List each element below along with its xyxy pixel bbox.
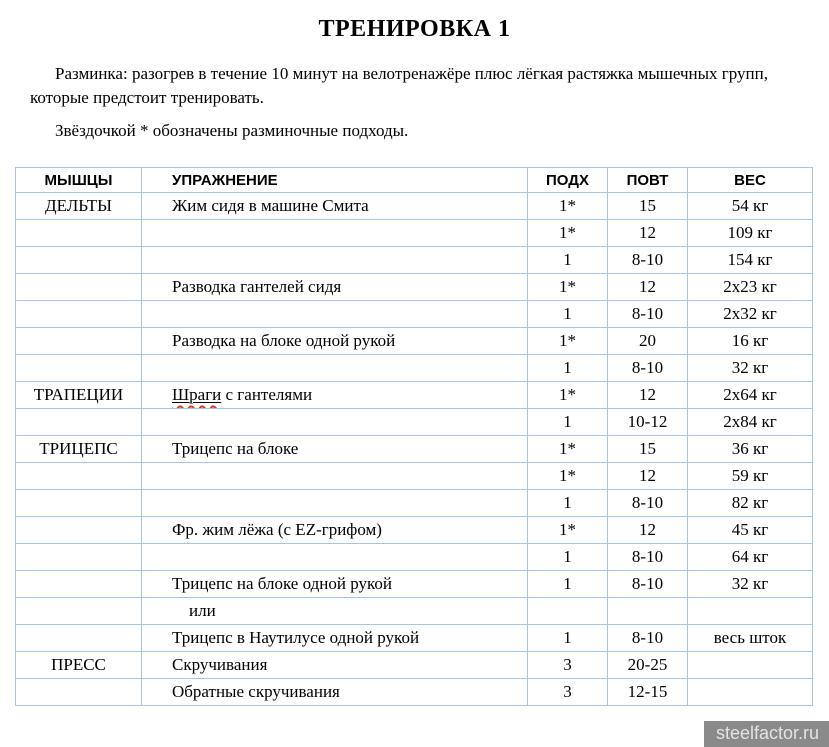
weight-cell: 16 кг xyxy=(688,328,813,355)
header-exercise: УПРАЖНЕНИЕ xyxy=(142,168,528,193)
sets-cell: 1 xyxy=(528,355,608,382)
table-row xyxy=(16,193,813,220)
sets-cell: 1* xyxy=(528,436,608,463)
sets-cell: 1* xyxy=(528,193,608,220)
page-title: ТРЕНИРОВКА 1 xyxy=(318,16,511,42)
table-row xyxy=(16,571,813,598)
reps-cell: 8-10 xyxy=(608,571,688,598)
muscle-cell: ДЕЛЬТЫ xyxy=(16,193,142,220)
header-sets: ПОДХ xyxy=(528,168,608,193)
table-row xyxy=(16,544,813,571)
weight-cell: 2x32 кг xyxy=(688,301,813,328)
muscle-cell xyxy=(16,679,142,706)
exercise-cell: Обратные скручивания xyxy=(142,679,528,706)
sets-cell: 1 xyxy=(528,571,608,598)
reps-cell xyxy=(608,598,688,625)
sets-cell: 1 xyxy=(528,544,608,571)
weight-cell: 2x84 кг xyxy=(688,409,813,436)
reps-cell: 12 xyxy=(608,382,688,409)
exercise-cell: Жим сидя в машине Смита xyxy=(142,193,528,220)
reps-cell: 12 xyxy=(608,517,688,544)
sets-cell: 1* xyxy=(528,463,608,490)
exercise-cell: Фр. жим лёжа (с EZ-грифом) xyxy=(142,517,528,544)
reps-cell: 12 xyxy=(608,220,688,247)
muscle-cell xyxy=(16,463,142,490)
weight-cell: 154 кг xyxy=(688,247,813,274)
table-row xyxy=(16,220,813,247)
table-row xyxy=(16,598,813,625)
muscle-cell xyxy=(16,625,142,652)
weight-cell: 64 кг xyxy=(688,544,813,571)
sets-cell: 1 xyxy=(528,625,608,652)
exercise-cell: Трицепс на блоке одной рукой xyxy=(142,571,528,598)
table-row xyxy=(16,247,813,274)
reps-cell: 8-10 xyxy=(608,490,688,517)
sets-cell: 1 xyxy=(528,247,608,274)
sets-cell: 1 xyxy=(528,301,608,328)
reps-cell: 10-12 xyxy=(608,409,688,436)
muscle-cell xyxy=(16,220,142,247)
table-row xyxy=(16,382,813,409)
table-row xyxy=(16,652,813,679)
sets-cell: 3 xyxy=(528,652,608,679)
sets-cell: 1 xyxy=(528,490,608,517)
intro-paragraph-warmup: Разминка: разогрев в течение 10 минут на велотренажёре плюс лёгкая растяжка мышечных групп, которые предстоит тренировать. xyxy=(30,64,768,107)
reps-cell: 20-25 xyxy=(608,652,688,679)
reps-cell: 8-10 xyxy=(608,544,688,571)
intro-paragraph-asterisk: Звёздочкой * обозначены разминочные подходы. xyxy=(55,121,409,140)
muscle-cell: ТРИЦЕПС xyxy=(16,436,142,463)
weight-cell: 54 кг xyxy=(688,193,813,220)
workout-table-body xyxy=(16,193,813,706)
sets-cell: 1* xyxy=(528,274,608,301)
muscle-cell xyxy=(16,301,142,328)
muscle-cell xyxy=(16,517,142,544)
exercise-cell xyxy=(142,544,528,571)
workout-table xyxy=(15,167,813,706)
muscle-cell xyxy=(16,247,142,274)
sets-cell: 1* xyxy=(528,382,608,409)
reps-cell: 12 xyxy=(608,463,688,490)
reps-cell: 15 xyxy=(608,193,688,220)
muscle-cell xyxy=(16,598,142,625)
header-weight: ВЕС xyxy=(688,168,813,193)
sets-cell: 1* xyxy=(528,328,608,355)
exercise-cell xyxy=(142,463,528,490)
watermark: steelfactor.ru xyxy=(704,721,829,747)
reps-cell: 12-15 xyxy=(608,679,688,706)
weight-cell: 82 кг xyxy=(688,490,813,517)
weight-cell: 32 кг xyxy=(688,355,813,382)
exercise-cell: Разводка на блоке одной рукой xyxy=(142,328,528,355)
sets-cell: 3 xyxy=(528,679,608,706)
muscle-cell xyxy=(16,490,142,517)
weight-cell: 2x64 кг xyxy=(688,382,813,409)
exercise-cell xyxy=(142,409,528,436)
exercise-cell: Разводка гантелей сидя xyxy=(142,274,528,301)
table-row xyxy=(16,625,813,652)
exercise-cell: Шраги с гантелями xyxy=(142,382,528,409)
header-reps: ПОВТ xyxy=(608,168,688,193)
weight-cell: 2x23 кг xyxy=(688,274,813,301)
muscle-cell: ТРАПЕЦИИ xyxy=(16,382,142,409)
exercise-cell xyxy=(142,247,528,274)
exercise-cell: или xyxy=(142,598,528,625)
weight-cell: 45 кг xyxy=(688,517,813,544)
sets-cell: 1* xyxy=(528,220,608,247)
muscle-cell xyxy=(16,544,142,571)
muscle-cell xyxy=(16,328,142,355)
exercise-cell xyxy=(142,301,528,328)
weight-cell xyxy=(688,652,813,679)
sets-cell: 1* xyxy=(528,517,608,544)
weight-cell: 36 кг xyxy=(688,436,813,463)
table-row xyxy=(16,463,813,490)
weight-cell: 32 кг xyxy=(688,571,813,598)
exercise-cell: Трицепс в Наутилусе одной рукой xyxy=(142,625,528,652)
exercise-cell xyxy=(142,355,528,382)
reps-cell: 12 xyxy=(608,274,688,301)
muscle-cell xyxy=(16,571,142,598)
reps-cell: 15 xyxy=(608,436,688,463)
exercise-cell: Скручивания xyxy=(142,652,528,679)
exercise-cell xyxy=(142,220,528,247)
weight-cell xyxy=(688,679,813,706)
reps-cell: 20 xyxy=(608,328,688,355)
sets-cell xyxy=(528,598,608,625)
weight-cell: 59 кг xyxy=(688,463,813,490)
table-header-row xyxy=(16,168,813,193)
exercise-cell xyxy=(142,490,528,517)
spellcheck-underline: Шраги xyxy=(172,385,222,404)
table-row xyxy=(16,301,813,328)
header-muscles: МЫШЦЫ xyxy=(16,168,142,193)
muscle-cell: ПРЕСС xyxy=(16,652,142,679)
table-row xyxy=(16,490,813,517)
weight-cell: весь шток xyxy=(688,625,813,652)
reps-cell: 8-10 xyxy=(608,625,688,652)
table-row xyxy=(16,436,813,463)
reps-cell: 8-10 xyxy=(608,355,688,382)
table-row xyxy=(16,328,813,355)
reps-cell: 8-10 xyxy=(608,247,688,274)
weight-cell: 109 кг xyxy=(688,220,813,247)
table-row xyxy=(16,355,813,382)
weight-cell xyxy=(688,598,813,625)
sets-cell: 1 xyxy=(528,409,608,436)
table-row xyxy=(16,679,813,706)
muscle-cell xyxy=(16,274,142,301)
reps-cell: 8-10 xyxy=(608,301,688,328)
table-row xyxy=(16,517,813,544)
table-row xyxy=(16,274,813,301)
muscle-cell xyxy=(16,355,142,382)
exercise-cell: Трицепс на блоке xyxy=(142,436,528,463)
table-row xyxy=(16,409,813,436)
muscle-cell xyxy=(16,409,142,436)
